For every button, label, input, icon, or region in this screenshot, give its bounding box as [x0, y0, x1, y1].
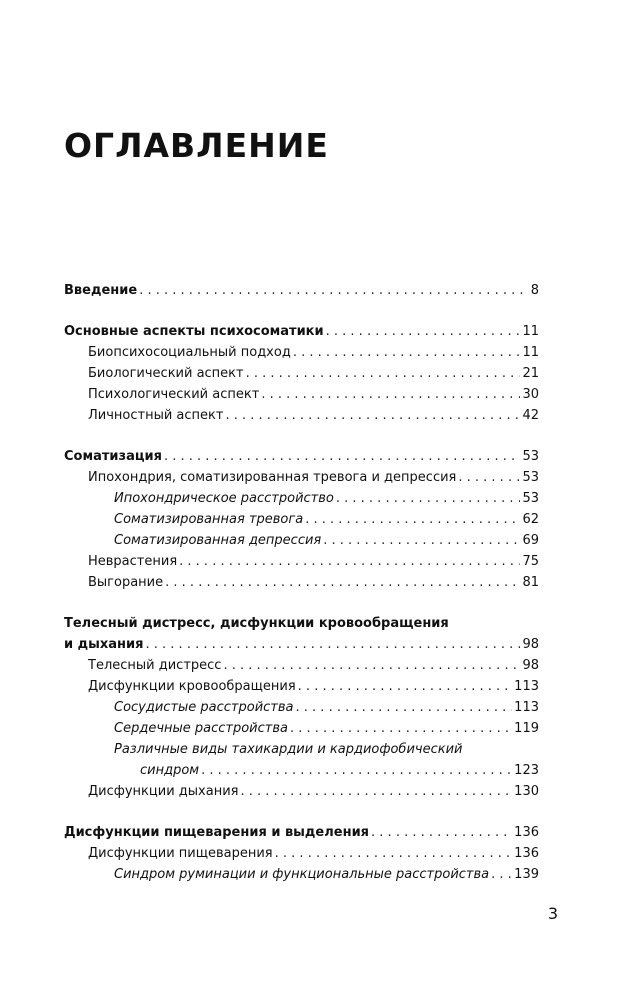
toc-entry-label-continued: и дыхания — [64, 637, 144, 652]
toc-entry[interactable] — [64, 781, 539, 802]
toc-entry-label: Различные виды тахикардии и кардиофобический — [114, 742, 463, 757]
leader-dots — [290, 718, 512, 739]
toc-entry-label: Ипохондрия, соматизированная тревога и депрессия — [88, 470, 457, 485]
toc-entry-page: 98 — [522, 658, 539, 673]
toc-entry-page: 69 — [522, 533, 539, 548]
toc-entry-label: Синдром руминации и функциональные расстройства — [114, 867, 490, 882]
toc-entry[interactable] — [64, 509, 539, 530]
toc-entry[interactable] — [64, 697, 539, 718]
leader-dots — [298, 676, 513, 697]
toc-entry-label: Биопсихосоциальный подход — [88, 345, 291, 360]
toc-entry-page: 53 — [522, 491, 539, 506]
toc-entry-page: 119 — [514, 721, 539, 736]
toc-entry-label: Сосудистые расстройства — [114, 700, 294, 715]
leader-dots — [201, 760, 512, 781]
leader-dots — [223, 655, 520, 676]
toc-entry-page: 130 — [514, 784, 539, 799]
leader-dots — [164, 446, 521, 467]
leader-dots — [165, 572, 520, 593]
leader-dots — [240, 781, 512, 802]
toc-entry-label: Основные аспекты психосоматики — [64, 324, 324, 339]
toc-entry[interactable] — [64, 280, 539, 301]
toc-entry-label: Телесный дистресс, дисфункции кровообращения — [64, 616, 449, 631]
toc-entry-page: 136 — [514, 825, 539, 840]
toc-entry-page: 98 — [522, 637, 539, 652]
toc-entry[interactable] — [64, 655, 539, 676]
toc-entry-label: Соматизированная тревога — [114, 512, 304, 527]
toc-entry-page: 42 — [522, 408, 539, 423]
section-gap — [64, 426, 539, 446]
toc-entry[interactable] — [64, 634, 539, 655]
toc-entry-page: 81 — [522, 575, 539, 590]
toc-entry-page: 75 — [522, 554, 539, 569]
section-gap — [64, 802, 539, 822]
leader-dots — [146, 634, 521, 655]
toc-entry-page: 136 — [514, 846, 539, 861]
page-title: ОГЛАВЛЕНИЕ — [64, 126, 329, 165]
toc-entry[interactable] — [64, 321, 539, 342]
toc-entry[interactable] — [64, 760, 539, 781]
leader-dots — [261, 384, 520, 405]
toc-entry-page: 30 — [522, 387, 539, 402]
toc-entry-page: 21 — [522, 366, 539, 381]
toc-entry-label: Дисфункции пищеварения — [88, 846, 273, 861]
toc-entry-page: 11 — [522, 324, 539, 339]
toc-entry-page: 8 — [530, 283, 539, 298]
toc-entry-label: Психологический аспект — [88, 387, 260, 402]
toc-entry-label: Личностный аспект — [88, 408, 224, 423]
toc-entry-label: Телесный дистресс — [88, 658, 222, 673]
leader-dots — [323, 530, 520, 551]
toc-entry-label: Сердечные расстройства — [114, 721, 288, 736]
toc-entry-page: 53 — [522, 470, 539, 485]
toc-entry-label: Соматизированная депрессия — [114, 533, 322, 548]
toc-entry-label: Введение — [64, 283, 138, 298]
leader-dots — [296, 697, 513, 718]
toc-entry-page: 11 — [522, 345, 539, 360]
toc-entry[interactable] — [64, 718, 539, 739]
toc-entry-label-continued: синдром — [140, 763, 200, 778]
leader-dots — [336, 488, 521, 509]
leader-dots — [458, 467, 520, 488]
section-gap — [64, 593, 539, 613]
leader-dots — [179, 551, 520, 572]
leader-dots — [275, 843, 513, 864]
toc-entry-label: Дисфункции дыхания — [88, 784, 239, 799]
leader-dots — [225, 405, 520, 426]
page-number: 3 — [547, 904, 558, 923]
toc-entry[interactable] — [64, 363, 539, 384]
table-of-contents — [64, 280, 539, 885]
toc-entry[interactable] — [64, 676, 539, 697]
toc-entry-page: 113 — [514, 679, 539, 694]
toc-entry[interactable] — [64, 843, 539, 864]
leader-dots — [139, 280, 529, 301]
leader-dots — [491, 864, 512, 885]
toc-entry-label: Дисфункции кровообращения — [88, 679, 296, 694]
toc-entry-page: 62 — [522, 512, 539, 527]
leader-dots — [326, 321, 521, 342]
toc-entry[interactable] — [64, 405, 539, 426]
toc-entry[interactable] — [64, 488, 539, 509]
toc-entry-page: 53 — [522, 449, 539, 464]
leader-dots — [371, 822, 512, 843]
toc-entry-label: Неврастения — [88, 554, 178, 569]
toc-entry[interactable] — [64, 572, 539, 593]
toc-entry[interactable] — [64, 467, 539, 488]
toc-entry[interactable] — [64, 822, 539, 843]
toc-entry-first-line[interactable] — [64, 613, 539, 634]
leader-dots — [246, 363, 521, 384]
toc-entry-page: 113 — [514, 700, 539, 715]
toc-entry-label: Биологический аспект — [88, 366, 244, 381]
toc-entry[interactable] — [64, 551, 539, 572]
section-gap — [64, 301, 539, 321]
leader-dots — [305, 509, 520, 530]
toc-entry-label: Соматизация — [64, 449, 162, 464]
toc-entry-label: Выгорание — [88, 575, 164, 590]
toc-entry[interactable] — [64, 384, 539, 405]
toc-entry-label: Дисфункции пищеварения и выделения — [64, 825, 370, 840]
toc-entry[interactable] — [64, 446, 539, 467]
toc-entry-first-line[interactable] — [64, 739, 539, 760]
toc-entry[interactable] — [64, 530, 539, 551]
toc-entry-label: Ипохондрическое расстройство — [114, 491, 334, 506]
leader-dots — [293, 342, 521, 363]
toc-entry[interactable] — [64, 342, 539, 363]
toc-entry-page: 123 — [514, 763, 539, 778]
toc-entry[interactable] — [64, 864, 539, 885]
toc-entry-page: 139 — [514, 867, 539, 882]
